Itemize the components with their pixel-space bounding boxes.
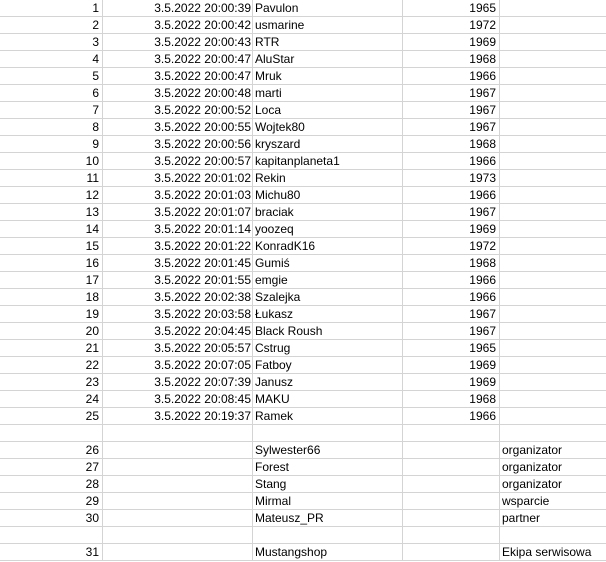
cell-nickname[interactable]: kryszard: [253, 136, 403, 153]
table-row: [0, 51, 606, 68]
cell-number[interactable]: 28: [0, 476, 103, 493]
cell-number[interactable]: 31: [0, 544, 103, 561]
cell-number[interactable]: 13: [0, 204, 103, 221]
cell-number[interactable]: 2: [0, 17, 103, 34]
cell-year[interactable]: 1968: [403, 391, 500, 408]
cell-number[interactable]: 14: [0, 221, 103, 238]
cell-year[interactable]: 1967: [403, 204, 500, 221]
cell-year[interactable]: 1967: [403, 306, 500, 323]
cell-timestamp[interactable]: 3.5.2022 20:19:37: [103, 408, 253, 425]
cell-timestamp[interactable]: 3.5.2022 20:01:45: [103, 255, 253, 272]
table-row: [0, 476, 606, 493]
table-row: [0, 510, 606, 527]
table-row: [0, 255, 606, 272]
cell-nickname[interactable]: braciak: [253, 204, 403, 221]
cell-nickname[interactable]: Michu80: [253, 187, 403, 204]
cell-year[interactable]: 1967: [403, 85, 500, 102]
cell-timestamp[interactable]: 3.5.2022 20:00:39: [103, 0, 253, 17]
cell-nickname[interactable]: Loca: [253, 102, 403, 119]
cell-timestamp[interactable]: 3.5.2022 20:04:45: [103, 323, 253, 340]
cell-role[interactable]: organizator: [500, 442, 606, 459]
cell-role[interactable]: [500, 340, 606, 357]
cell-year[interactable]: 1965: [403, 0, 500, 17]
cell-year[interactable]: 1967: [403, 323, 500, 340]
cell-number[interactable]: 30: [0, 510, 103, 527]
cell-timestamp[interactable]: 3.5.2022 20:00:43: [103, 34, 253, 51]
table-row: [0, 34, 606, 51]
cell-number[interactable]: 8: [0, 119, 103, 136]
cell-nickname[interactable]: yoozeq: [253, 221, 403, 238]
cell-nickname[interactable]: Fatboy: [253, 357, 403, 374]
cell-timestamp[interactable]: 3.5.2022 20:05:57: [103, 340, 253, 357]
table-row: [0, 85, 606, 102]
cell-number[interactable]: 22: [0, 357, 103, 374]
table-row: [0, 68, 606, 85]
cell-timestamp[interactable]: 3.5.2022 20:01:22: [103, 238, 253, 255]
cell-role[interactable]: [500, 357, 606, 374]
table-row: [0, 136, 606, 153]
cell-number[interactable]: 17: [0, 272, 103, 289]
cell-timestamp[interactable]: [103, 425, 253, 442]
cell-nickname[interactable]: Rekin: [253, 170, 403, 187]
cell-number[interactable]: 9: [0, 136, 103, 153]
cell-year[interactable]: 1967: [403, 119, 500, 136]
cell-number[interactable]: [0, 527, 103, 544]
cell-year[interactable]: [403, 442, 500, 459]
cell-year[interactable]: [403, 544, 500, 561]
cell-timestamp[interactable]: [103, 510, 253, 527]
cell-year[interactable]: 1969: [403, 221, 500, 238]
cell-role[interactable]: organizator: [500, 476, 606, 493]
cell-nickname[interactable]: Szalejka: [253, 289, 403, 306]
cell-year[interactable]: 1966: [403, 153, 500, 170]
table-row: [0, 493, 606, 510]
table-row: [0, 187, 606, 204]
cell-role[interactable]: [500, 170, 606, 187]
cell-nickname[interactable]: kapitanplaneta1: [253, 153, 403, 170]
cell-number[interactable]: 20: [0, 323, 103, 340]
cell-nickname[interactable]: [253, 527, 403, 544]
cell-timestamp[interactable]: 3.5.2022 20:03:58: [103, 306, 253, 323]
table-row: [0, 459, 606, 476]
cell-nickname[interactable]: Forest: [253, 459, 403, 476]
cell-timestamp[interactable]: [103, 527, 253, 544]
cell-timestamp[interactable]: [103, 442, 253, 459]
cell-number[interactable]: 1: [0, 0, 103, 17]
cell-nickname[interactable]: usmarine: [253, 17, 403, 34]
cell-year[interactable]: [403, 476, 500, 493]
cell-role[interactable]: partner: [500, 510, 606, 527]
table-row: [0, 221, 606, 238]
cell-role[interactable]: [500, 255, 606, 272]
cell-year[interactable]: 1973: [403, 170, 500, 187]
cell-year[interactable]: 1968: [403, 136, 500, 153]
cell-nickname[interactable]: Mruk: [253, 68, 403, 85]
cell-timestamp[interactable]: 3.5.2022 20:01:02: [103, 170, 253, 187]
cell-number[interactable]: 6: [0, 85, 103, 102]
cell-number[interactable]: [0, 425, 103, 442]
cell-nickname[interactable]: RTR: [253, 34, 403, 51]
cell-timestamp[interactable]: [103, 493, 253, 510]
cell-timestamp[interactable]: 3.5.2022 20:08:45: [103, 391, 253, 408]
cell-number[interactable]: 23: [0, 374, 103, 391]
cell-role[interactable]: [500, 51, 606, 68]
cell-nickname[interactable]: Mustangshop: [253, 544, 403, 561]
cell-role[interactable]: [500, 0, 606, 17]
cell-timestamp[interactable]: 3.5.2022 20:00:56: [103, 136, 253, 153]
cell-year[interactable]: 1966: [403, 272, 500, 289]
cell-number[interactable]: 7: [0, 102, 103, 119]
cell-timestamp[interactable]: 3.5.2022 20:02:38: [103, 289, 253, 306]
cell-number[interactable]: 25: [0, 408, 103, 425]
cell-nickname[interactable]: Wojtek80: [253, 119, 403, 136]
cell-timestamp[interactable]: [103, 476, 253, 493]
cell-nickname[interactable]: Stang: [253, 476, 403, 493]
cell-number[interactable]: 12: [0, 187, 103, 204]
cell-year[interactable]: 1967: [403, 102, 500, 119]
cell-number[interactable]: 16: [0, 255, 103, 272]
cell-role[interactable]: [500, 306, 606, 323]
cell-year[interactable]: 1966: [403, 187, 500, 204]
cell-year[interactable]: 1968: [403, 51, 500, 68]
cell-role[interactable]: [500, 374, 606, 391]
cell-timestamp[interactable]: 3.5.2022 20:01:55: [103, 272, 253, 289]
cell-year[interactable]: [403, 510, 500, 527]
cell-nickname[interactable]: Janusz: [253, 374, 403, 391]
cell-nickname[interactable]: Łukasz: [253, 306, 403, 323]
cell-nickname[interactable]: emgie: [253, 272, 403, 289]
cell-nickname[interactable]: Ramek: [253, 408, 403, 425]
cell-year[interactable]: 1966: [403, 68, 500, 85]
cell-number[interactable]: 18: [0, 289, 103, 306]
cell-role[interactable]: [500, 68, 606, 85]
cell-nickname[interactable]: AluStar: [253, 51, 403, 68]
table-row: [0, 323, 606, 340]
table-row: [0, 204, 606, 221]
cell-role[interactable]: [500, 119, 606, 136]
cell-number[interactable]: 27: [0, 459, 103, 476]
cell-timestamp[interactable]: 3.5.2022 20:00:48: [103, 85, 253, 102]
cell-nickname[interactable]: marti: [253, 85, 403, 102]
cell-year[interactable]: 1969: [403, 357, 500, 374]
cell-timestamp[interactable]: 3.5.2022 20:01:07: [103, 204, 253, 221]
cell-number[interactable]: 19: [0, 306, 103, 323]
cell-year[interactable]: 1965: [403, 340, 500, 357]
cell-number[interactable]: 24: [0, 391, 103, 408]
cell-year[interactable]: 1968: [403, 255, 500, 272]
cell-timestamp[interactable]: 3.5.2022 20:07:39: [103, 374, 253, 391]
cell-nickname[interactable]: MAKU: [253, 391, 403, 408]
cell-year[interactable]: 1972: [403, 238, 500, 255]
cell-nickname[interactable]: Mateusz_PR: [253, 510, 403, 527]
cell-role[interactable]: [500, 272, 606, 289]
cell-role[interactable]: [500, 221, 606, 238]
table-row: [0, 238, 606, 255]
cell-role[interactable]: [500, 408, 606, 425]
cell-number[interactable]: 26: [0, 442, 103, 459]
cell-year[interactable]: 1972: [403, 17, 500, 34]
cell-number[interactable]: 11: [0, 170, 103, 187]
cell-timestamp[interactable]: 3.5.2022 20:00:42: [103, 17, 253, 34]
cell-year[interactable]: 1966: [403, 289, 500, 306]
table-row: [0, 442, 606, 459]
cell-role[interactable]: [500, 204, 606, 221]
table-row: [0, 357, 606, 374]
cell-timestamp[interactable]: 3.5.2022 20:07:05: [103, 357, 253, 374]
cell-role[interactable]: [500, 425, 606, 442]
cell-nickname[interactable]: Mirmal: [253, 493, 403, 510]
cell-timestamp[interactable]: 3.5.2022 20:00:52: [103, 102, 253, 119]
table-row: [0, 289, 606, 306]
cell-role[interactable]: Ekipa serwisowa: [500, 544, 606, 561]
table-row: [0, 170, 606, 187]
cell-year[interactable]: 1969: [403, 34, 500, 51]
cell-role[interactable]: [500, 17, 606, 34]
table-row: [0, 153, 606, 170]
table-row: [0, 425, 606, 442]
cell-nickname[interactable]: Pavulon: [253, 0, 403, 17]
cell-nickname[interactable]: [253, 425, 403, 442]
table-row: [0, 119, 606, 136]
cell-number[interactable]: 5: [0, 68, 103, 85]
cell-year[interactable]: 1969: [403, 374, 500, 391]
cell-number[interactable]: 15: [0, 238, 103, 255]
cell-year[interactable]: 1966: [403, 408, 500, 425]
cell-timestamp[interactable]: 3.5.2022 20:00:47: [103, 51, 253, 68]
cell-number[interactable]: 3: [0, 34, 103, 51]
cell-nickname[interactable]: KonradK16: [253, 238, 403, 255]
table-row: [0, 391, 606, 408]
cell-role[interactable]: organizator: [500, 459, 606, 476]
cell-role[interactable]: [500, 238, 606, 255]
table-row: [0, 17, 606, 34]
cell-timestamp[interactable]: 3.5.2022 20:00:57: [103, 153, 253, 170]
cell-timestamp[interactable]: [103, 459, 253, 476]
cell-number[interactable]: 4: [0, 51, 103, 68]
cell-year[interactable]: [403, 493, 500, 510]
cell-role[interactable]: [500, 153, 606, 170]
table-row: [0, 527, 606, 544]
cell-year[interactable]: [403, 459, 500, 476]
cell-role[interactable]: [500, 527, 606, 544]
cell-role[interactable]: [500, 391, 606, 408]
cell-role[interactable]: [500, 85, 606, 102]
cell-role[interactable]: [500, 34, 606, 51]
cell-nickname[interactable]: Sylwester66: [253, 442, 403, 459]
table-row: [0, 374, 606, 391]
cell-role[interactable]: [500, 136, 606, 153]
cell-year[interactable]: [403, 425, 500, 442]
cell-role[interactable]: wsparcie: [500, 493, 606, 510]
cell-year[interactable]: [403, 527, 500, 544]
cell-nickname[interactable]: Gumiś: [253, 255, 403, 272]
cell-timestamp[interactable]: [103, 544, 253, 561]
cell-role[interactable]: [500, 187, 606, 204]
cell-role[interactable]: [500, 102, 606, 119]
table-row: [0, 272, 606, 289]
cell-number[interactable]: 10: [0, 153, 103, 170]
cell-timestamp[interactable]: 3.5.2022 20:01:14: [103, 221, 253, 238]
table-row: [0, 0, 606, 17]
cell-role[interactable]: [500, 289, 606, 306]
table-row: [0, 408, 606, 425]
cell-timestamp[interactable]: 3.5.2022 20:01:03: [103, 187, 253, 204]
cell-number[interactable]: 29: [0, 493, 103, 510]
table-row: [0, 544, 606, 561]
cell-nickname[interactable]: Cstrug: [253, 340, 403, 357]
cell-number[interactable]: 21: [0, 340, 103, 357]
cell-nickname[interactable]: Black Roush: [253, 323, 403, 340]
table-row: [0, 102, 606, 119]
table-row: [0, 306, 606, 323]
table-row: [0, 340, 606, 357]
cell-timestamp[interactable]: 3.5.2022 20:00:55: [103, 119, 253, 136]
cell-role[interactable]: [500, 323, 606, 340]
cell-timestamp[interactable]: 3.5.2022 20:00:47: [103, 68, 253, 85]
